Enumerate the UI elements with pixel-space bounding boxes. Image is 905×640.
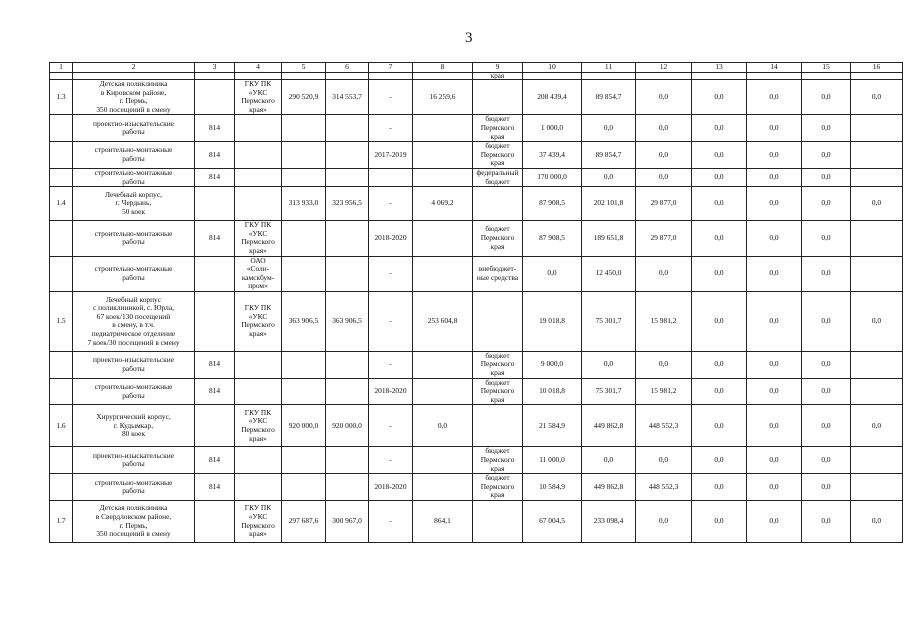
table-cell: 814	[195, 447, 235, 474]
table-cell: 89 854,7	[582, 80, 636, 115]
table-cell: 363 906,5	[326, 291, 369, 351]
table-cell: 1.4	[50, 187, 73, 221]
table-cell	[235, 474, 282, 501]
table-cell: бюджет Пермского края	[473, 142, 523, 169]
table-cell: 314 553,7	[326, 80, 369, 115]
table-cell	[235, 115, 282, 142]
table-cell: 449 862,8	[582, 474, 636, 501]
table-cell: бюджет Пермского края	[473, 474, 523, 501]
table-cell: 920 000,0	[282, 405, 326, 447]
table-cell: 14	[747, 63, 802, 73]
table-cell	[235, 378, 282, 405]
table-cell: 814	[195, 168, 235, 186]
table-cell: 75 301,7	[582, 291, 636, 351]
table-cell: 2018-2020	[369, 378, 413, 405]
table-cell: 87 908,5	[523, 221, 582, 256]
table-cell: 75 301,7	[582, 378, 636, 405]
table-cell	[326, 168, 369, 186]
table-cell: 37 439,4	[523, 142, 582, 169]
table-cell	[235, 168, 282, 186]
table-cell: 0,0	[747, 221, 802, 256]
table-cell: -	[369, 501, 413, 543]
table-cell: 2018-2020	[369, 221, 413, 256]
table-row	[50, 115, 903, 142]
table-cell: федеральный бюджет	[473, 168, 523, 186]
table-cell: -	[369, 80, 413, 115]
table-cell: строительно-монтажные работы	[73, 378, 195, 405]
table-cell: проектно-изыскательские работы	[73, 447, 195, 474]
table-cell	[282, 447, 326, 474]
table-cell: -	[369, 115, 413, 142]
table-cell: 0,0	[582, 351, 636, 378]
table-row	[50, 378, 903, 405]
table-cell	[636, 73, 692, 80]
table-cell: 0,0	[802, 168, 851, 186]
table-cell: 8	[413, 63, 473, 73]
table-cell	[369, 73, 413, 80]
table-cell	[851, 256, 903, 291]
table-cell	[235, 447, 282, 474]
table-cell: 1.5	[50, 291, 73, 351]
table-cell	[235, 187, 282, 221]
table-cell	[282, 221, 326, 256]
table-row	[50, 187, 903, 221]
table-cell: 1.3	[50, 80, 73, 115]
table-cell: 0,0	[851, 80, 903, 115]
table-cell: 89 854,7	[582, 142, 636, 169]
table-cell: 21 584,9	[523, 405, 582, 447]
table-cell: ГКУ ПК «УКС Пермского края»	[235, 291, 282, 351]
table-cell: 2017-2019	[369, 142, 413, 169]
table-cell	[692, 73, 747, 80]
table-cell	[802, 73, 851, 80]
table-cell	[326, 474, 369, 501]
table-cell	[195, 187, 235, 221]
table-cell: 202 101,8	[582, 187, 636, 221]
table-cell: 0,0	[692, 351, 747, 378]
table-cell: 0,0	[747, 447, 802, 474]
table-cell	[195, 73, 235, 80]
table-cell: 9	[473, 63, 523, 73]
table-cell	[473, 405, 523, 447]
table-cell	[50, 73, 73, 80]
table-cell: 15 981,2	[636, 378, 692, 405]
table-cell: 4	[235, 63, 282, 73]
table-cell	[235, 73, 282, 80]
table-cell: 0,0	[692, 142, 747, 169]
table-cell: 4 069,2	[413, 187, 473, 221]
table-cell: 0,0	[692, 168, 747, 186]
table-cell: бюджет Пермского края	[473, 378, 523, 405]
table-cell: 0,0	[582, 168, 636, 186]
table-cell	[851, 474, 903, 501]
table-cell: 0,0	[851, 187, 903, 221]
table-cell: -	[369, 405, 413, 447]
table-cell: 1.6	[50, 405, 73, 447]
table-cell: -	[369, 351, 413, 378]
table-cell: 814	[195, 115, 235, 142]
table-cell: строительно-монтажные работы	[73, 256, 195, 291]
table-cell: 13	[692, 63, 747, 73]
table-cell	[851, 447, 903, 474]
table-row	[50, 474, 903, 501]
table-row	[50, 142, 903, 169]
table-cell	[326, 351, 369, 378]
table-cell: 300 967,0	[326, 501, 369, 543]
table-cell: 297 687,6	[282, 501, 326, 543]
table-cell: -	[369, 447, 413, 474]
table-cell: 814	[195, 351, 235, 378]
table-cell: 0,0	[636, 501, 692, 543]
table-cell: 3	[195, 63, 235, 73]
table-cell: 0,0	[747, 187, 802, 221]
table-cell	[50, 115, 73, 142]
table-cell: 313 933,0	[282, 187, 326, 221]
table-cell: 0,0	[692, 115, 747, 142]
table-row	[50, 447, 903, 474]
table-cell: 0,0	[802, 351, 851, 378]
header-row	[50, 63, 903, 73]
table-cell: 7	[369, 63, 413, 73]
table-cell: 0,0	[802, 291, 851, 351]
table-cell	[195, 501, 235, 543]
table-cell	[413, 447, 473, 474]
table-cell	[73, 73, 195, 80]
table-cell	[282, 351, 326, 378]
table-cell: 11 000,0	[523, 447, 582, 474]
table-cell: 0,0	[802, 221, 851, 256]
table-cell: строительно-монтажные работы	[73, 168, 195, 186]
table-cell: 0,0	[747, 256, 802, 291]
table-cell: 253 604,8	[413, 291, 473, 351]
table-cell: 0,0	[582, 447, 636, 474]
table-row	[50, 501, 903, 543]
table-cell: 15	[802, 63, 851, 73]
table-cell: ГКУ ПК «УКС Пермского края»	[235, 405, 282, 447]
table-cell	[326, 447, 369, 474]
table-cell: 0,0	[802, 378, 851, 405]
table-cell	[413, 221, 473, 256]
table-row	[50, 291, 903, 351]
table-cell	[582, 73, 636, 80]
table-row	[50, 351, 903, 378]
table-cell	[851, 73, 903, 80]
table-cell	[413, 168, 473, 186]
table-cell: проектно-изыскательские работы	[73, 351, 195, 378]
table-cell: 1 000,0	[523, 115, 582, 142]
table-cell	[50, 474, 73, 501]
table-cell: 0,0	[747, 291, 802, 351]
table-row	[50, 405, 903, 447]
table-cell: 323 956,5	[326, 187, 369, 221]
table-cell	[326, 378, 369, 405]
table-cell: 0,0	[692, 291, 747, 351]
table-cell: 0,0	[747, 80, 802, 115]
table-cell: -	[369, 256, 413, 291]
table-cell	[473, 291, 523, 351]
table-cell: внебюджет- ные средства	[473, 256, 523, 291]
table-cell: 29 877,0	[636, 221, 692, 256]
table-cell	[50, 142, 73, 169]
table-cell	[369, 168, 413, 186]
table-cell	[413, 474, 473, 501]
table-cell: 15 981,2	[636, 291, 692, 351]
table-cell	[851, 351, 903, 378]
table-cell: 2018-2020	[369, 474, 413, 501]
table-cell	[326, 256, 369, 291]
table-cell: 0,0	[692, 405, 747, 447]
table-cell: 0,0	[747, 501, 802, 543]
table-cell: 0,0	[523, 256, 582, 291]
table-cell	[282, 73, 326, 80]
table-cell: 814	[195, 378, 235, 405]
table-cell	[851, 221, 903, 256]
table-cell: Детская поликлиника в Кировском районе, г. Пермь, 350 посещений в смену	[73, 80, 195, 115]
table-cell: 0,0	[851, 291, 903, 351]
table-cell: 5	[282, 63, 326, 73]
table-cell: 19 018,8	[523, 291, 582, 351]
continuation-row	[50, 73, 903, 80]
table-cell: 0,0	[692, 447, 747, 474]
table-cell	[195, 80, 235, 115]
table-cell	[851, 168, 903, 186]
table-cell	[50, 221, 73, 256]
table-cell: 0,0	[802, 447, 851, 474]
table-cell: 0,0	[851, 405, 903, 447]
table-row	[50, 80, 903, 115]
table-cell	[413, 73, 473, 80]
table-cell: 0,0	[636, 447, 692, 474]
table-cell: 290 520,9	[282, 80, 326, 115]
table-cell	[523, 73, 582, 80]
table-cell	[473, 80, 523, 115]
table-cell: Лечебный корпус, г. Чердынь, 50 коек	[73, 187, 195, 221]
table-cell: 363 906,5	[282, 291, 326, 351]
table-cell	[747, 73, 802, 80]
table-cell: 0,0	[582, 115, 636, 142]
table-row	[50, 221, 903, 256]
table-cell	[50, 378, 73, 405]
table-cell	[282, 256, 326, 291]
table-cell: 0,0	[636, 142, 692, 169]
table-cell: 0,0	[747, 142, 802, 169]
table-cell: 0,0	[802, 142, 851, 169]
table-cell: 0,0	[802, 405, 851, 447]
table-cell	[282, 142, 326, 169]
table-row	[50, 256, 903, 291]
table-cell: 1.7	[50, 501, 73, 543]
table-cell: 0,0	[692, 501, 747, 543]
table-cell	[851, 142, 903, 169]
table-cell: 87 908,5	[523, 187, 582, 221]
table-cell	[50, 168, 73, 186]
table-cell: 864,1	[413, 501, 473, 543]
table-cell: 0,0	[747, 168, 802, 186]
table-cell	[413, 378, 473, 405]
table-cell	[235, 142, 282, 169]
table-cell: проектно-изыскательские работы	[73, 115, 195, 142]
table-cell: 448 552,3	[636, 405, 692, 447]
table-cell	[50, 447, 73, 474]
table-cell: 0,0	[802, 80, 851, 115]
table-cell: 0,0	[636, 256, 692, 291]
table-cell: бюджет Пермского края	[473, 447, 523, 474]
table-cell: 67 004,5	[523, 501, 582, 543]
table-cell: 0,0	[747, 474, 802, 501]
table-cell	[326, 221, 369, 256]
table-cell: бюджет Пермского края	[473, 115, 523, 142]
table-cell	[195, 256, 235, 291]
table-cell: Детская поликлиника в Свердловском районе, г. Пермь, 350 посещений в смену	[73, 501, 195, 543]
table-cell: 9 000,0	[523, 351, 582, 378]
table-cell: 0,0	[747, 115, 802, 142]
table-cell	[50, 256, 73, 291]
table-cell: бюджет Пермского края	[473, 351, 523, 378]
table-cell	[282, 474, 326, 501]
table-cell: 0,0	[636, 115, 692, 142]
table-cell	[473, 501, 523, 543]
table-cell: 29 877,0	[636, 187, 692, 221]
table-cell	[282, 378, 326, 405]
table-cell: 208 439,4	[523, 80, 582, 115]
table-cell	[326, 73, 369, 80]
table-cell: 170 000,0	[523, 168, 582, 186]
table-cell: 0,0	[636, 80, 692, 115]
table-cell: 1	[50, 63, 73, 73]
page-number: 3	[465, 30, 473, 46]
table-cell: 0,0	[802, 501, 851, 543]
table-cell: 0,0	[747, 378, 802, 405]
table-cell	[195, 405, 235, 447]
table-cell: 0,0	[802, 187, 851, 221]
table-cell: Лечебный корпус с поликлиникой, с. Юрла, 67 коек/130 посещений в смену, в т.ч. педиатрическое отделение 7 коек/30 посещений в смену	[73, 291, 195, 351]
table-cell: 449 862,8	[582, 405, 636, 447]
table-cell: ОАО «Соли- камскбум- пром»	[235, 256, 282, 291]
table-cell: Хирургический корпус, г. Кудымкар, 80 коек	[73, 405, 195, 447]
budget-table	[49, 62, 903, 543]
table-cell: 814	[195, 221, 235, 256]
table-cell: 10 584,9	[523, 474, 582, 501]
table-cell: 0,0	[692, 187, 747, 221]
table-cell: 11	[582, 63, 636, 73]
table-cell: 814	[195, 474, 235, 501]
table-cell	[282, 168, 326, 186]
table-cell: 12	[636, 63, 692, 73]
table-cell: края	[473, 73, 523, 80]
table-cell: 0,0	[802, 115, 851, 142]
table-cell: бюджет Пермского края	[473, 221, 523, 256]
table-cell	[413, 351, 473, 378]
table-cell: 0,0	[692, 256, 747, 291]
table-cell	[851, 115, 903, 142]
table-cell	[326, 142, 369, 169]
table-cell: 10	[523, 63, 582, 73]
table-cell: 0,0	[636, 168, 692, 186]
table-cell	[195, 291, 235, 351]
table-cell: -	[369, 187, 413, 221]
table-cell: 814	[195, 142, 235, 169]
table-cell: ГКУ ПК «УКС Пермского края»	[235, 80, 282, 115]
table-cell: 189 651,8	[582, 221, 636, 256]
table-cell	[413, 142, 473, 169]
table-cell: 0,0	[692, 80, 747, 115]
table-cell: строительно-монтажные работы	[73, 474, 195, 501]
table-cell: 16 259,6	[413, 80, 473, 115]
table-cell: 233 098,4	[582, 501, 636, 543]
table-cell: 12 450,0	[582, 256, 636, 291]
table-cell: 0,0	[692, 474, 747, 501]
table-cell	[50, 351, 73, 378]
table-cell	[326, 115, 369, 142]
table-cell: ГКУ ПК «УКС Пермского края»	[235, 221, 282, 256]
table-cell: 2	[73, 63, 195, 73]
table-cell: 0,0	[747, 405, 802, 447]
table-cell: 0,0	[692, 378, 747, 405]
table-cell: 0,0	[802, 474, 851, 501]
table-cell: 0,0	[636, 351, 692, 378]
table-cell: 0,0	[692, 221, 747, 256]
table-cell: строительно-монтажные работы	[73, 142, 195, 169]
table-cell: 448 552,3	[636, 474, 692, 501]
table-cell: 0,0	[851, 501, 903, 543]
table-cell	[235, 351, 282, 378]
table-cell: 6	[326, 63, 369, 73]
table-cell	[282, 115, 326, 142]
table-cell: -	[369, 291, 413, 351]
table-cell	[851, 378, 903, 405]
table-cell: 16	[851, 63, 903, 73]
table-cell: ГКУ ПК «УКС Пермского края»	[235, 501, 282, 543]
table-cell: 0,0	[413, 405, 473, 447]
table-cell	[413, 115, 473, 142]
table-cell: 10 018,8	[523, 378, 582, 405]
table-cell: 0,0	[802, 256, 851, 291]
table-cell	[413, 256, 473, 291]
table-row	[50, 168, 903, 186]
table-cell: 0,0	[747, 351, 802, 378]
table-cell: 920 000,0	[326, 405, 369, 447]
table-cell: строительно-монтажные работы	[73, 221, 195, 256]
table-cell	[473, 187, 523, 221]
